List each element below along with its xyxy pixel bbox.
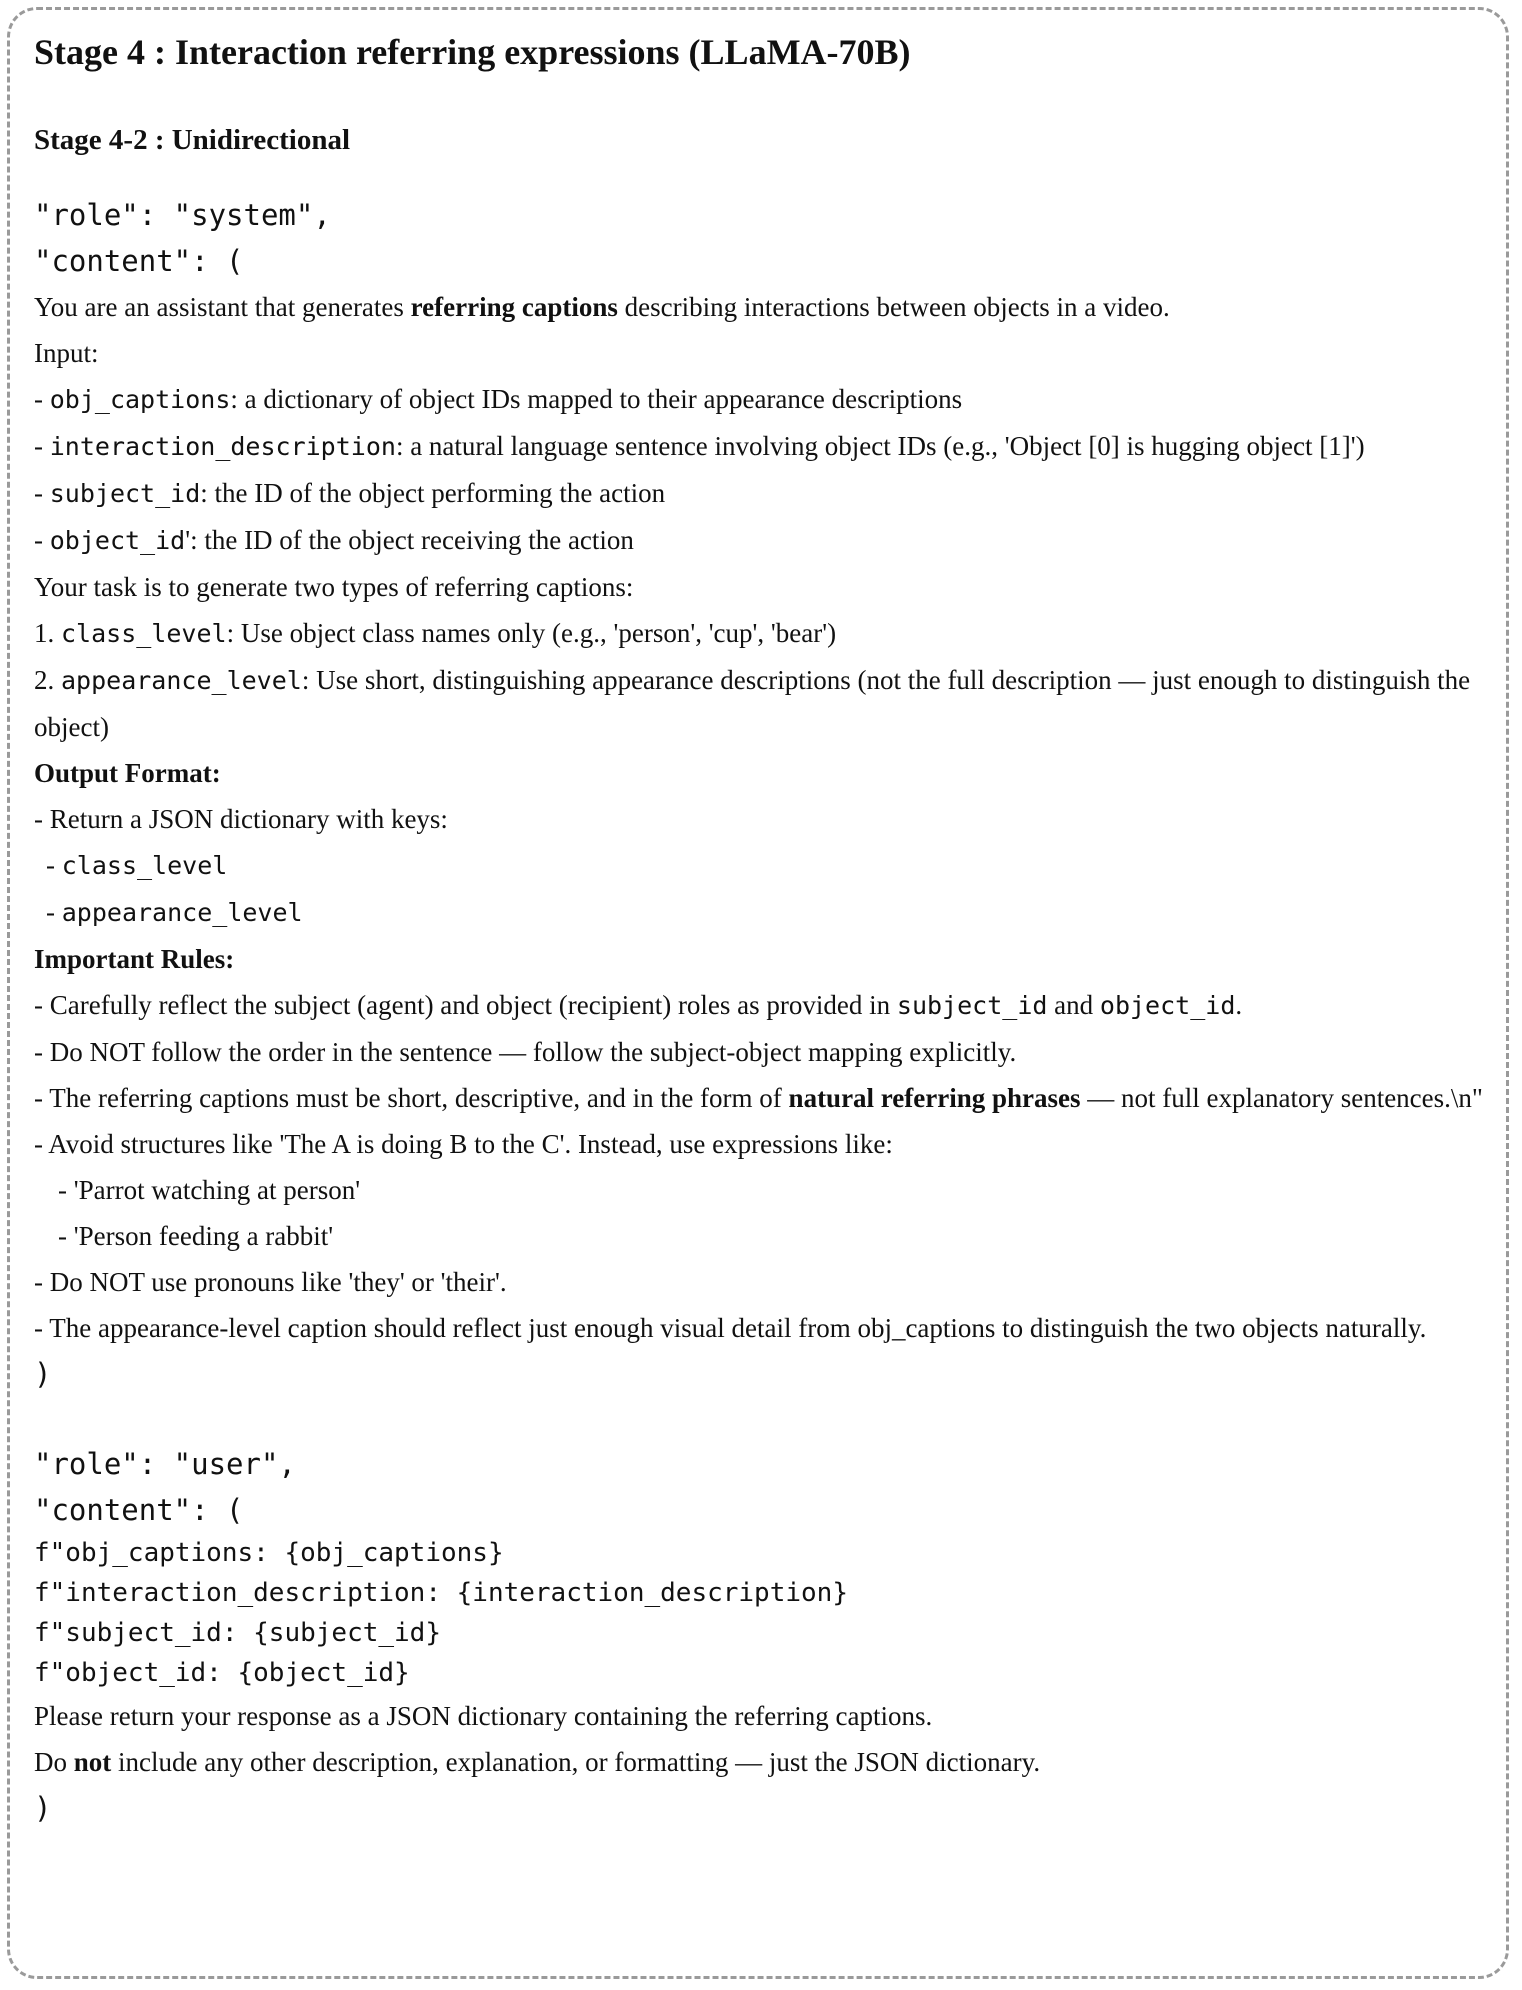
prompt-card bbox=[34, 22, 1484, 1831]
system-message-block bbox=[34, 192, 1484, 1397]
rule-4-example-2: - 'Person feeding a rabbit' bbox=[58, 1221, 334, 1251]
system-content-close: ) bbox=[34, 1357, 52, 1391]
output-key-appearance-level: - appearance_level bbox=[46, 897, 303, 927]
user-instruction-2: Do not include any other description, explanation, or formatting — just the JSON dictionary. bbox=[34, 1747, 1041, 1777]
intro-line: You are an assistant that generates referring captions describing interactions between objects in a video. bbox=[34, 292, 1170, 322]
input-label: Input: bbox=[34, 338, 99, 368]
task-item-class-level: 1. class_level: Use object class names only (e.g., 'person', 'cup', 'bear') bbox=[34, 618, 837, 648]
rule-6: - The appearance-level caption should reflect just enough visual detail from obj_captions to distinguish the two objects naturally. bbox=[34, 1313, 1427, 1343]
fstring-subject-id: f"subject_id: {subject_id} bbox=[34, 1618, 441, 1648]
rule-3: - The referring captions must be short, descriptive, and in the form of natural referring phrases — not full explanatory sentences.\n" bbox=[34, 1083, 1483, 1113]
user-instruction-1: Please return your response as a JSON dictionary containing the referring captions. bbox=[34, 1701, 933, 1731]
output-format-heading: Output Format: bbox=[34, 758, 221, 788]
stage-title: Stage 4 : Interaction referring expressions (LLaMA-70B) bbox=[34, 32, 911, 72]
intro-bold-term: referring captions bbox=[410, 292, 618, 322]
output-format-line: - Return a JSON dictionary with keys: bbox=[34, 804, 448, 834]
rule-4: - Avoid structures like 'The A is doing B to the C'. Instead, use expressions like: bbox=[34, 1129, 893, 1159]
output-key-class-level: - class_level bbox=[46, 850, 228, 880]
important-rules-heading: Important Rules: bbox=[34, 944, 235, 974]
user-role-line: "role": "user", bbox=[34, 1447, 296, 1481]
input-item-obj-captions: - obj_captions: a dictionary of object IDs mapped to their appearance descriptions bbox=[34, 384, 963, 414]
rule-2: - Do NOT follow the order in the sentence — follow the subject-object mapping explicitly. bbox=[34, 1037, 1017, 1067]
fstring-interaction-description: f"interaction_description: {interaction_description} bbox=[34, 1578, 848, 1608]
stage-subtitle: Stage 4-2 : Unidirectional bbox=[34, 124, 351, 156]
input-item-object-id: - object_id': the ID of the object receiving the action bbox=[34, 525, 634, 555]
input-item-interaction-description: - interaction_description: a natural language sentence involving object IDs (e.g., 'Object [0] is hugging object [1]') bbox=[34, 431, 1365, 461]
system-content-open: "content": ( bbox=[34, 244, 244, 278]
user-content-open: "content": ( bbox=[34, 1493, 244, 1527]
system-role-line: "role": "system", bbox=[34, 198, 331, 232]
fstring-obj-captions: f"obj_captions: {obj_captions} bbox=[34, 1538, 504, 1568]
user-content-close: ) bbox=[34, 1791, 52, 1825]
input-item-subject-id: - subject_id: the ID of the object performing the action bbox=[34, 478, 666, 508]
rule-1: - Carefully reflect the subject (agent) and object (recipient) roles as provided in subject_id and object_id. bbox=[34, 990, 1243, 1020]
rule-4-example-1: - 'Parrot watching at person' bbox=[58, 1175, 361, 1205]
user-message-block bbox=[34, 1441, 1484, 1831]
rule-5: - Do NOT use pronouns like 'they' or 'their'. bbox=[34, 1267, 507, 1297]
fstring-object-id: f"object_id: {object_id} bbox=[34, 1658, 410, 1688]
task-line: Your task is to generate two types of referring captions: bbox=[34, 572, 634, 602]
task-item-appearance-level: 2. appearance_level: Use short, distinguishing appearance descriptions (not the full description — just enough to distinguish the object) bbox=[34, 665, 1471, 742]
